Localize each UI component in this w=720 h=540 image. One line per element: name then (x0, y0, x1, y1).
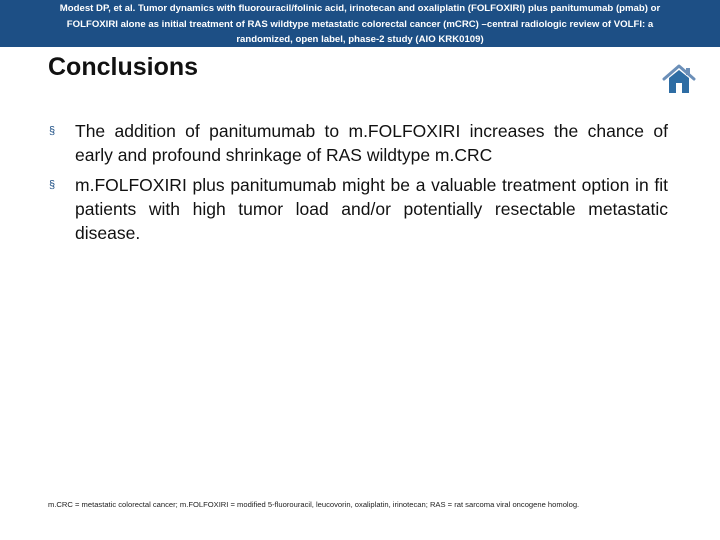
home-icon[interactable] (661, 63, 697, 95)
bullet-marker-icon: § (49, 179, 56, 191)
conclusion-bullet-2 (48, 173, 668, 245)
citation-line-2: FOLFOXIRI alone as initial treatment of RAS wildtype metastatic colorectal cancer (mCRC) –central radiologic review of VOLFI: a (66, 18, 654, 30)
conclusion-bullet-1 (48, 119, 668, 167)
slide-title: Conclusions (48, 53, 199, 81)
conclusion-text-1: The addition of panitumumab to m.FOLFOXIRI increases the chance of early and profound shrinkage of RAS wildtype m.CRC (75, 121, 668, 165)
conclusion-list (48, 119, 668, 251)
abbreviations-footnote: m.CRC = metastatic colorectal cancer; m.FOLFOXIRI = modified 5-fluorouracil, leucovorin, oxaliplatin, irinotecan; RAS = rat sarcoma viral oncogene homolog. (48, 500, 580, 509)
citation-header (0, 0, 720, 47)
bullet-marker-icon: § (49, 125, 56, 137)
citation-line-3: randomized, open label, phase-2 study (AIO KRK0109) (236, 34, 484, 45)
citation-line-1: Modest DP, et al. Tumor dynamics with fluorouracil/folinic acid, irinotecan and oxaliplatin (FOLFOXIRI) plus panitumumab (pmab) or (59, 3, 661, 14)
conclusion-text-2: m.FOLFOXIRI plus panitumumab might be a valuable treatment option in fit patients with high tumor load and/or potentially resectable metastatic disease. (75, 175, 668, 243)
home-icon-graphic (661, 63, 697, 95)
